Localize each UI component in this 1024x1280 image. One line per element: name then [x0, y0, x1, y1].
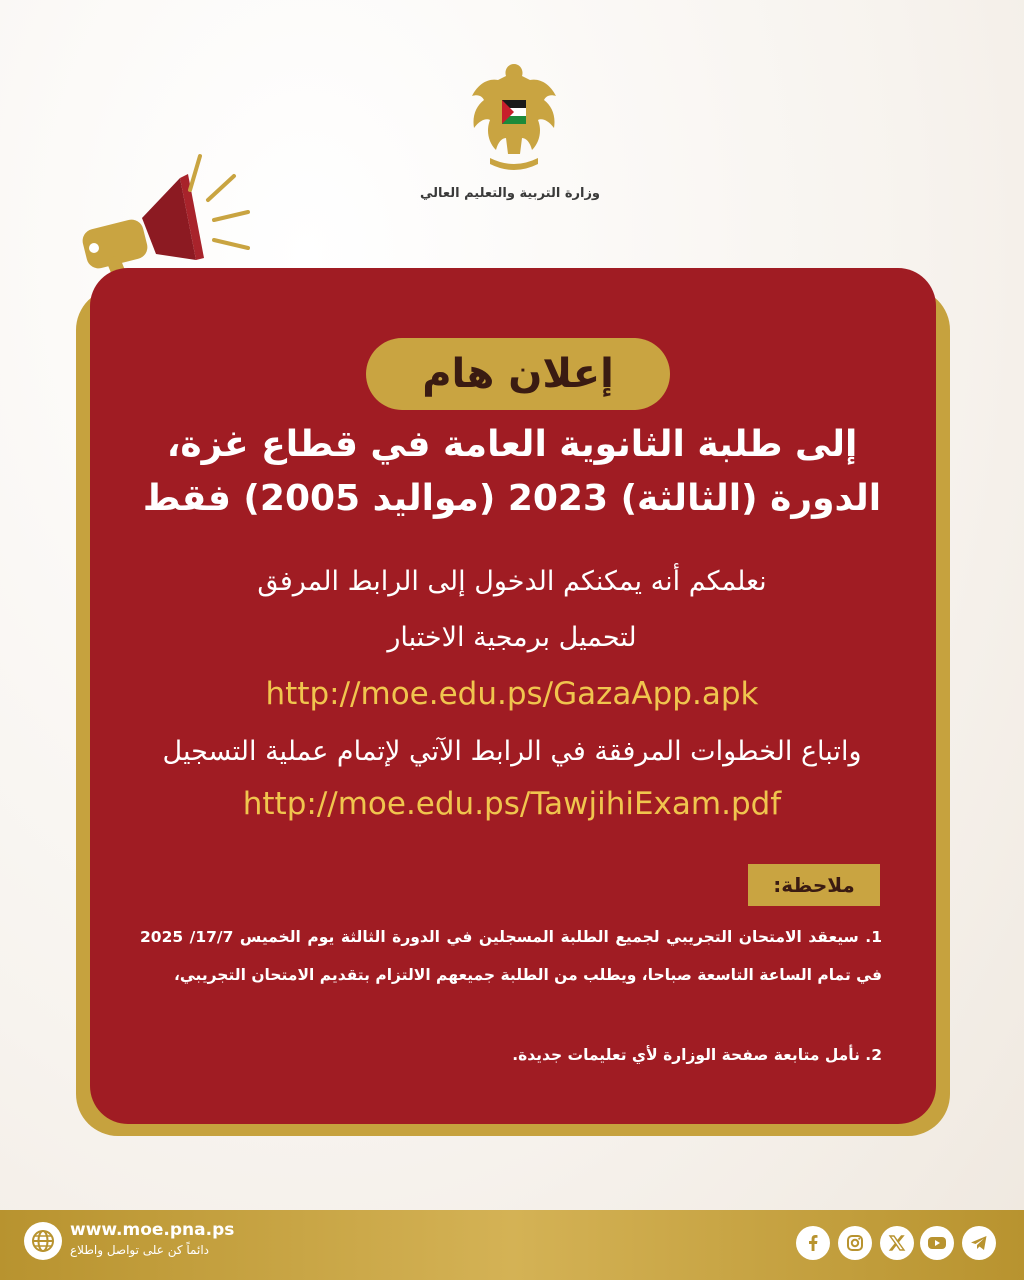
body-line-1: نعلمكم أنه يمكنكم الدخول إلى الرابط المرفق: [257, 566, 767, 597]
palestine-eagle-logo: [468, 58, 560, 178]
registration-steps-link[interactable]: http://moe.edu.ps/TawjihiExam.pdf: [242, 786, 782, 822]
headline-line-1: إلى طلبة الثانوية العامة في قطاع غزة،: [166, 424, 858, 465]
ministry-name: وزارة التربية والتعليم العالي: [419, 186, 601, 201]
footer-website-url[interactable]: www.moe.pna.ps: [70, 1220, 235, 1240]
headline-line-2: الدورة (الثالثة) 2023 (مواليد 2005) فقط: [142, 478, 882, 519]
footer-slogan: دائماً كن على تواصل واطلاع: [70, 1243, 210, 1257]
instagram-icon[interactable]: [838, 1226, 872, 1260]
app-download-link[interactable]: http://moe.edu.ps/GazaApp.apk: [265, 676, 759, 712]
facebook-icon[interactable]: [796, 1226, 830, 1260]
body-line-3: واتباع الخطوات المرفقة في الرابط الآتي لإتمام عملية التسجيل: [162, 736, 862, 767]
announcement-badge: إعلان هام: [366, 338, 670, 410]
youtube-icon[interactable]: [920, 1226, 954, 1260]
note-item-2: 2. نأمل متابعة صفحة الوزارة لأي تعليمات جديدة.: [512, 1046, 882, 1064]
telegram-icon[interactable]: [962, 1226, 996, 1260]
note-title: ملاحظة:: [748, 864, 880, 906]
x-icon[interactable]: [880, 1226, 914, 1260]
note-item-1: 1. سيعقد الامتحان التجريبي لجميع الطلبة المسجلين في الدورة الثالثة يوم الخميس 17/7/ 2025 في تمام الساعة التاسعة صباحا، ويطلب من الطلبة جميعهم الالتزام بتقديم الامتحان التجريبي،: [140, 928, 882, 984]
globe-icon[interactable]: [24, 1222, 62, 1260]
body-line-2: لتحميل برمجية الاختبار: [387, 622, 637, 653]
